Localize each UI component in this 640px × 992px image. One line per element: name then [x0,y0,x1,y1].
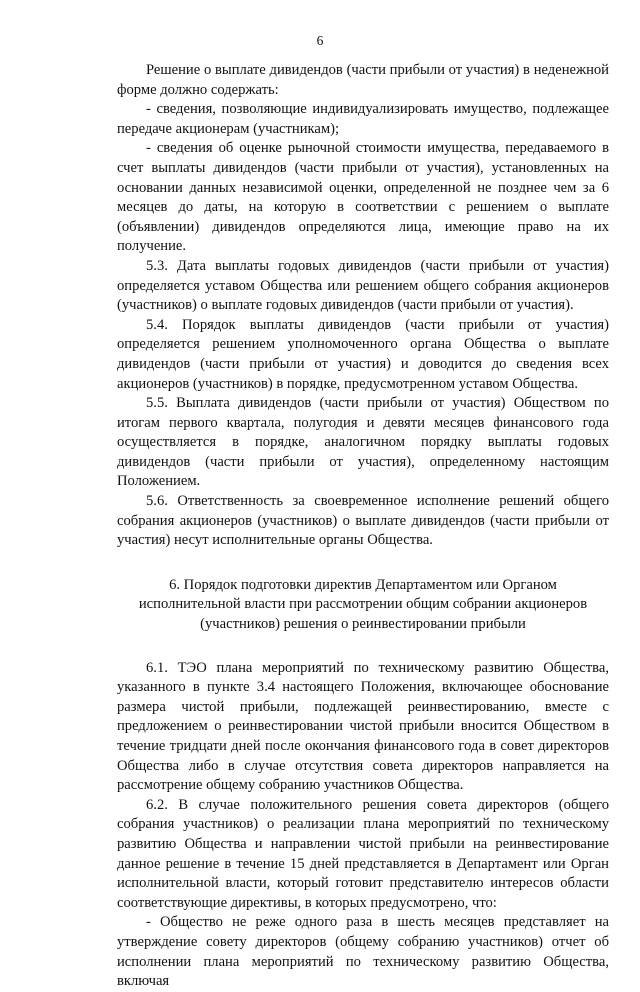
paragraph-report-requirement: - Общество не реже одного раза в шесть месяцев представляет на утверждение совету директоров (общему собранию участников) отчет об исполнении плана мероприятий по техническому развитию Общества, включая [117,914,609,990]
page-number: 6 [316,33,324,48]
paragraph-5-3: 5.3. Дата выплаты годовых дивидендов (части прибыли от участия) определяется уставом Общества или решением общего собрания акционеров (участников) о выплате годовых дивидендов (части прибыли от участия). [117,257,609,314]
paragraph-6-1: 6.1. ТЭО плана мероприятий по техническому развитию Общества, указанного в пункте 3.4 настоящего Положения, включающее обоснование размера чистой прибыли, подлежащей реинвестированию, вместе с предложением о реинвестировании чистой прибыли вносится Обществом в течение тридцати дней после окончания финансового года в совет директоров Общества либо в случае отсутствия совета директоров направляется на рассмотрение общему собранию участников Общества. [117,659,609,794]
paragraph-5-6: 5.6. Ответственность за своевременное исполнение решений общего собрания акционеров (участников) о выплате дивидендов (части прибыли от участия) несут исполнительные органы Общества. [117,493,609,549]
paragraph-5-4: 5.4. Порядок выплаты дивидендов (части прибыли от участия) определяется решением уполномоченного органа Общества о выплате дивидендов (части прибыли от участия) и доводится до сведения всех акционеров (участников) в порядке, предусмотренном уставом Общества. [117,316,609,392]
paragraph-property-identification: - сведения, позволяющие индивидуализировать имущество, подлежащее передаче акционерам (участникам); [117,101,609,137]
paragraph-6-2: 6.2. В случае положительного решения совета директоров (общего собрания участников) о реализации плана мероприятий по техническому развитию Общества и направлении чистой прибыли на реинвестирование данное решение в течение 15 дней представляется в Департамент или Орган исполнительной власти, который готовит представителю интересов области соответствующие директивы, в которых предусмотрено, что: [117,796,609,911]
paragraph-dividend-noncash-intro: Решение о выплате дивидендов (части прибыли от участия) в неденежной форме должно содержать: [117,62,609,98]
paragraph-5-5: 5.5. Выплата дивидендов (части прибыли от участия) Обществом по итогам первого квартала, полугодия и девяти месяцев финансового года осуществляется в порядке, аналогичном порядку выплаты годовых дивидендов (части прибыли от участия), определенному настоящим Положением. [117,395,609,490]
section-6-heading: 6. Порядок подготовки директив Департаментом или Органом исполнительной власти при рассмотрении общим собрании акционеров (участников) решения о реинвестировании прибыли [138,576,588,633]
document-body [117,61,609,992]
paragraph-market-value-assessment: - сведения об оценке рыночной стоимости имущества, передаваемого в счет выплаты дивидендов (части прибыли от участия), установленных на основании данных независимой оценки, определенной не позднее чем за 6 месяцев до даты, на которую в соответствии с решением о выплате (объявлении) дивидендов определяются лица, имеющие право на их получение. [117,140,609,255]
